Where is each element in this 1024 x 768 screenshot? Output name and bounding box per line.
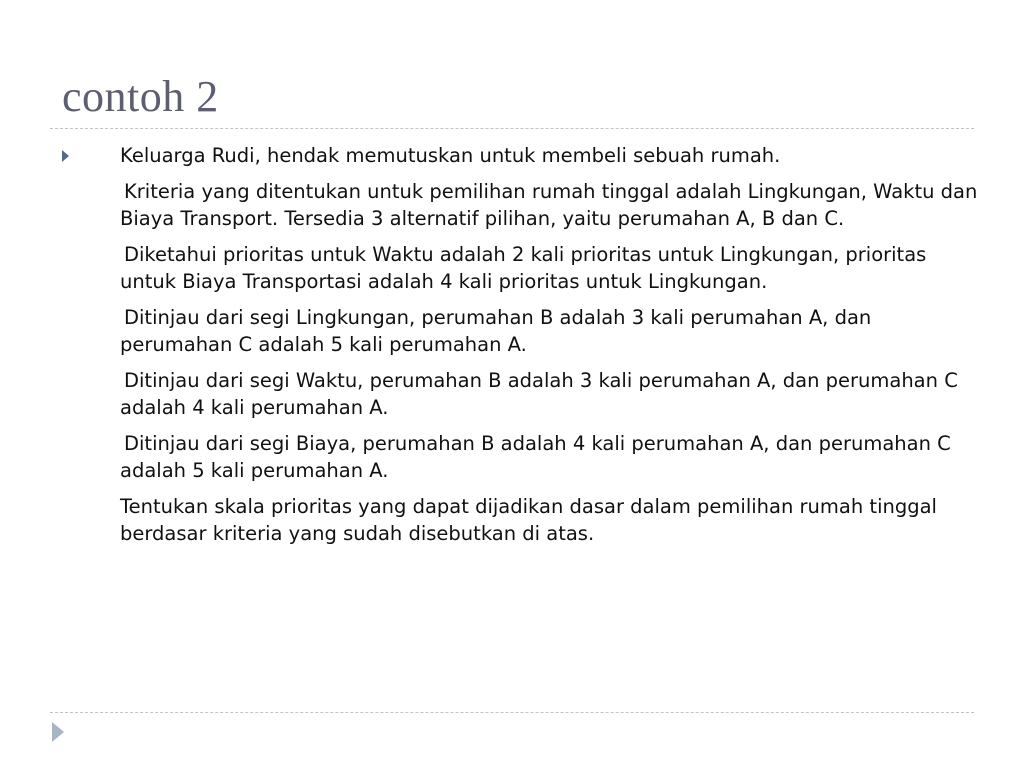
paragraph-intro: Keluarga Rudi, hendak memutuskan untuk membeli sebuah rumah. xyxy=(120,144,781,167)
paragraph-time: Ditinjau dari segi Waktu, perumahan B adalah 3 kali perumahan A, dan perumahan C adalah 4 kali perumahan A. xyxy=(120,368,958,419)
paragraph-environment: Ditinjau dari segi Lingkungan, perumahan B adalah 3 kali perumahan A, dan perumahan C adalah 5 kali perumahan A. xyxy=(120,305,872,356)
paragraph-cost: Ditinjau dari segi Biaya, perumahan B adalah 4 kali perumahan A, dan perumahan C adalah 5 kali perumahan A. xyxy=(120,431,951,482)
paragraph-question: Tentukan skala prioritas yang dapat dijadikan dasar dalam pemilihan rumah tinggal berdasar kriteria yang sudah disebutkan di atas. xyxy=(120,494,937,545)
slide-title: contoh 2 xyxy=(62,72,219,121)
paragraph-priorities: Diketahui prioritas untuk Waktu adalah 2 kali prioritas untuk Lingkungan, prioritas untuk Biaya Transportasi adalah 4 kali prioritas untuk Lingkungan. xyxy=(120,242,927,293)
title-divider xyxy=(50,128,974,129)
slide-body xyxy=(120,142,980,556)
triangle-bullet-icon xyxy=(62,150,69,162)
paragraph-criteria: Kriteria yang ditentukan untuk pemilihan rumah tinggal adalah Lingkungan, Waktu dan Biaya Transport. Tersedia 3 alternatif pilihan, yaitu perumahan A, B dan C. xyxy=(120,179,978,230)
next-slide-icon[interactable] xyxy=(52,722,64,742)
footer-divider xyxy=(50,712,974,713)
